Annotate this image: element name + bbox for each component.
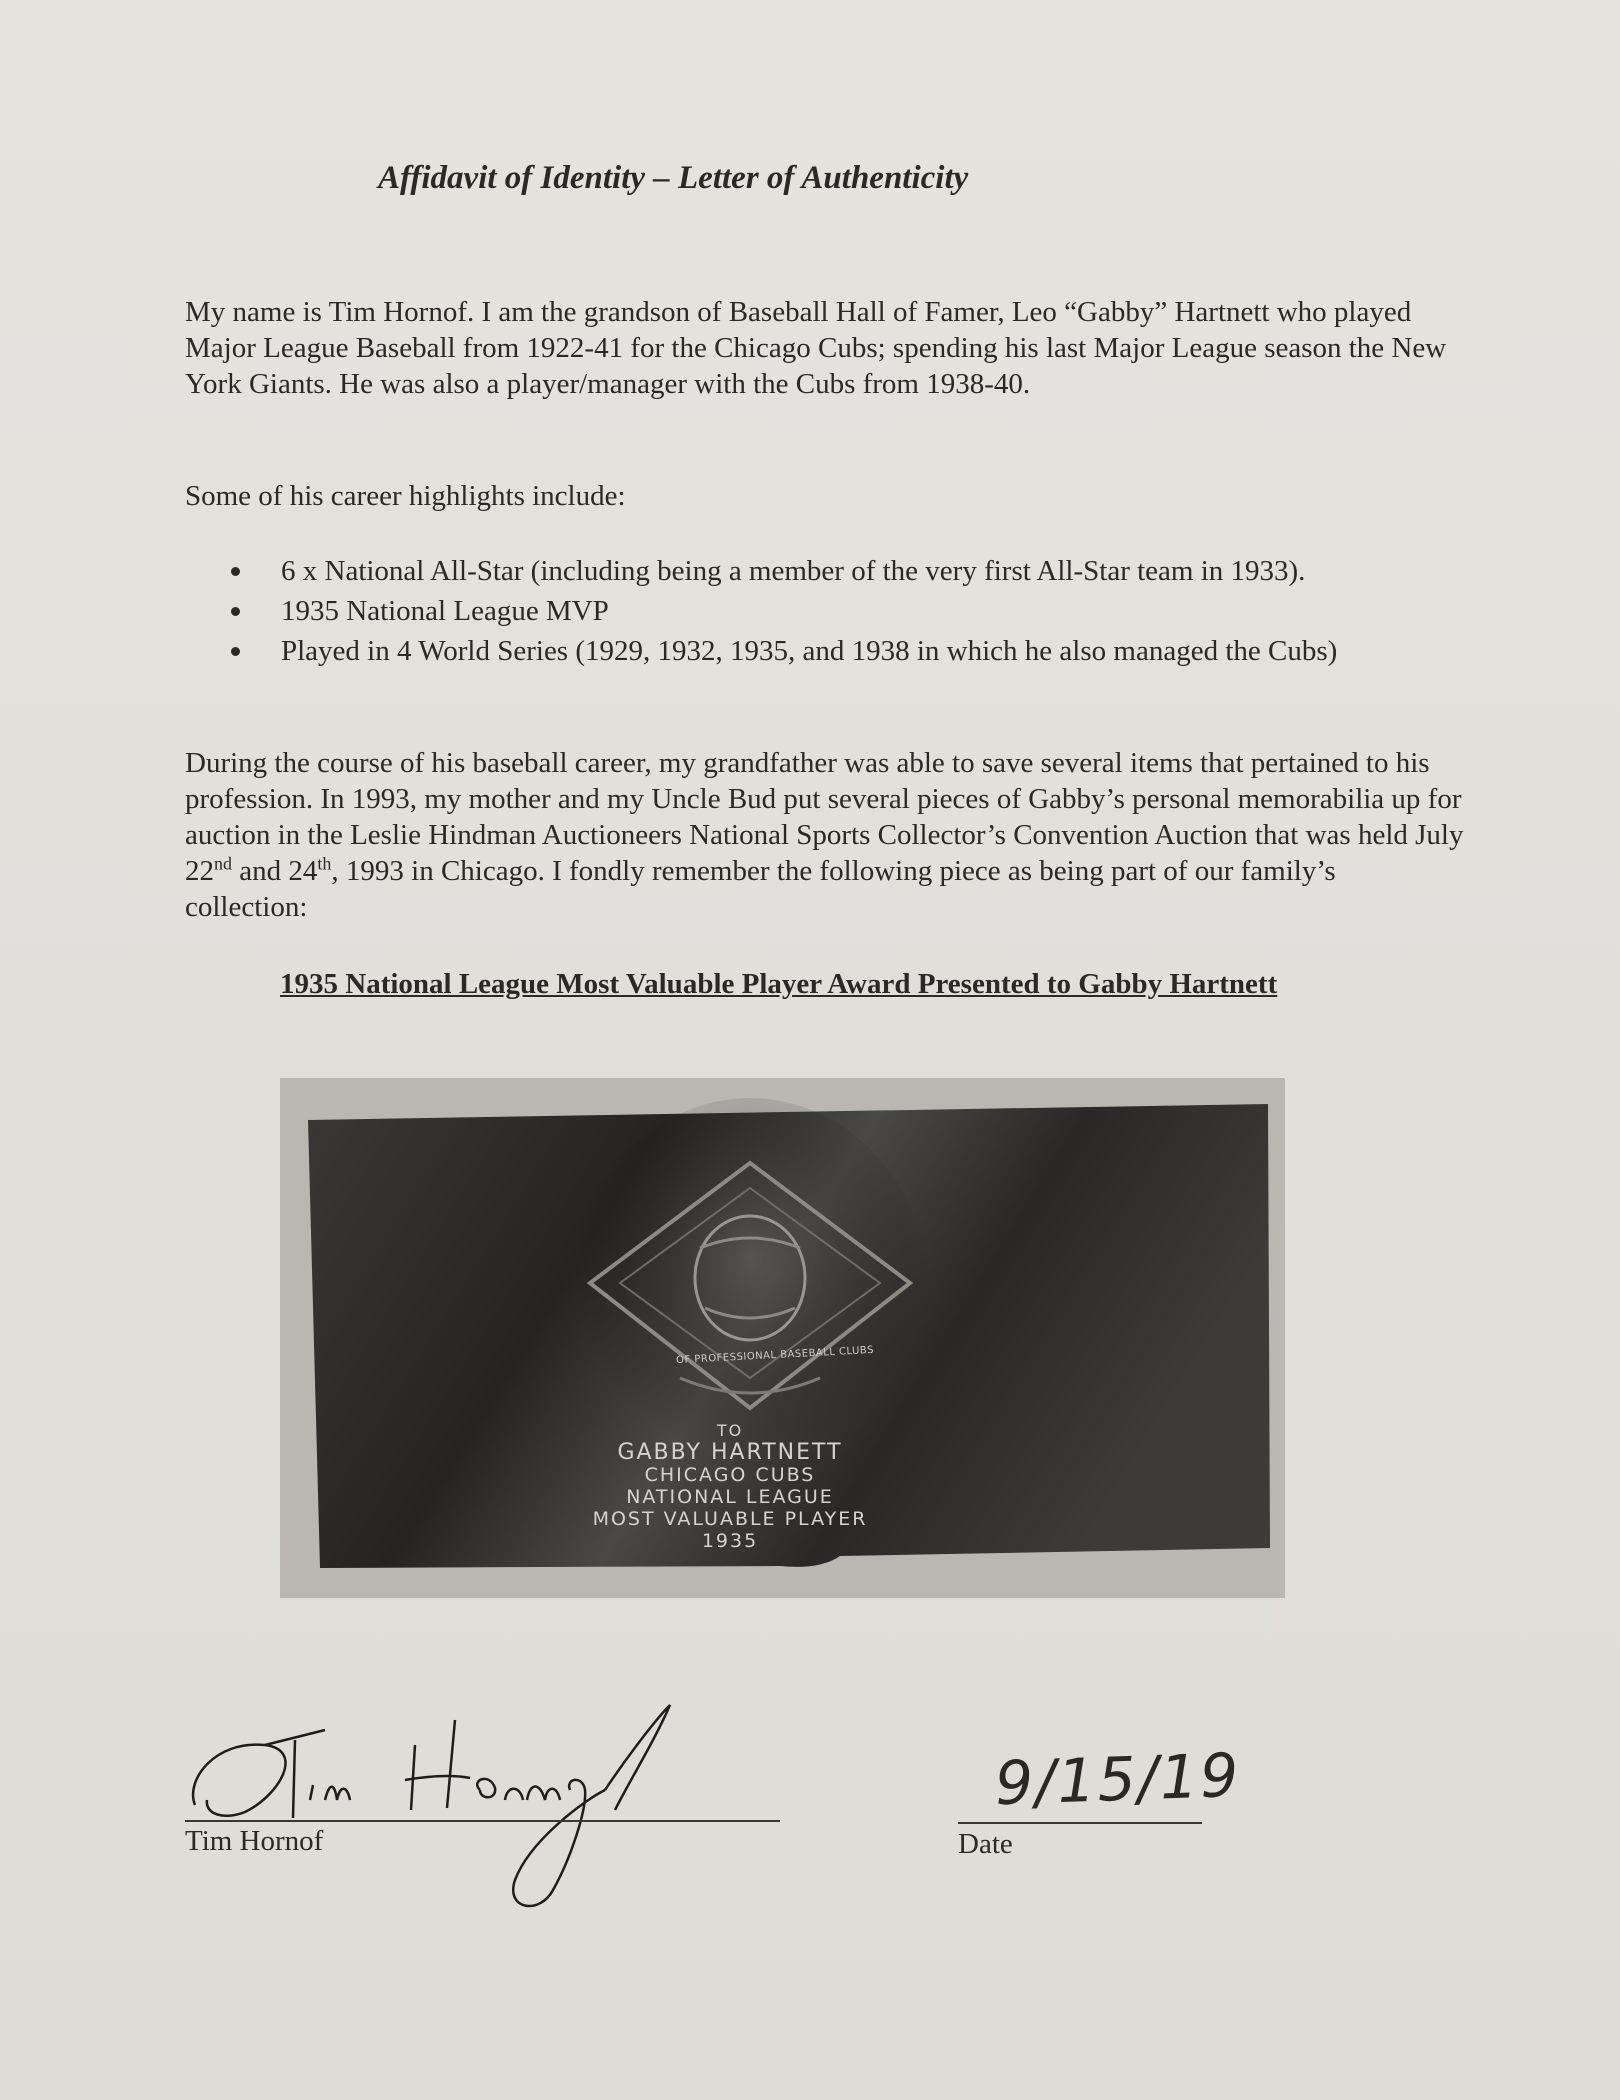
bullet-icon [231, 607, 240, 616]
engraving-line: GABBY HARTNETT [617, 1440, 843, 1465]
list-item [185, 553, 1465, 589]
bullet-icon [231, 567, 240, 576]
ordinal-suffix: nd [214, 853, 232, 874]
engraving-line: NATIONAL LEAGUE [626, 1486, 834, 1508]
engraving-line: TO [716, 1421, 744, 1440]
highlights-intro: Some of his career highlights include: [185, 480, 626, 512]
plaque-org-line: OF PROFESSIONAL BASEBALL CLUBS [675, 1344, 875, 1367]
list-item [185, 633, 1465, 669]
collection-text-1: During the course of his baseball career, my grandfather was able to save several items that pertained to his profession. In 1993, my mother and my Uncle Bud put several pieces of Gabby’s personal memorabilia up for auction in the Leslie Hindman Auctioneers National Sports Collector’s Convention Auction that was held July 22 [185, 747, 1464, 887]
plaque-engraving [590, 1420, 870, 1552]
signer-name-label: Tim Hornof [185, 1825, 324, 1857]
date-line [958, 1822, 1202, 1824]
handwritten-date [994, 1741, 1242, 1820]
handwritten-date-text: 9/15/19 [993, 1740, 1242, 1820]
engraving-line: MOST VALUABLE PLAYER [592, 1508, 868, 1530]
document-title: Affidavit of Identity – Letter of Authenticity [378, 160, 969, 196]
highlight-text: 1935 National League MVP [281, 595, 609, 627]
collection-paragraph [185, 745, 1465, 925]
award-heading: 1935 National League Most Valuable Player Award Presented to Gabby Hartnett [280, 968, 1278, 1000]
highlight-text: 6 x National All-Star (including being a member of the very first All-Star team in 1933). [281, 555, 1306, 587]
engraving-line: CHICAGO CUBS [644, 1464, 816, 1486]
collection-text-2: and 24 [232, 855, 318, 887]
date-label: Date [958, 1828, 1013, 1860]
signature-line [185, 1820, 780, 1822]
collection-text-3: , 1993 in Chicago. I fondly remember the following piece as being part of our family’s collection: [185, 855, 1336, 923]
ordinal-suffix: th [317, 853, 332, 874]
highlights-list [185, 553, 1465, 673]
bullet-icon [231, 647, 240, 656]
intro-paragraph: My name is Tim Hornof. I am the grandson of Baseball Hall of Famer, Leo “Gabby” Hartnett who played Major League Baseball from 1922-41 for the Chicago Cubs; spending his last Major League season the New York Giants. He was also a player/manager with the Cubs from 1938-40. [185, 296, 1447, 400]
engraving-line: 1935 [701, 1530, 759, 1552]
highlight-text: Played in 4 World Series (1929, 1932, 1935, and 1938 in which he also managed the Cubs) [281, 635, 1338, 667]
list-item [185, 593, 1465, 629]
handwritten-signature [185, 1700, 705, 1920]
